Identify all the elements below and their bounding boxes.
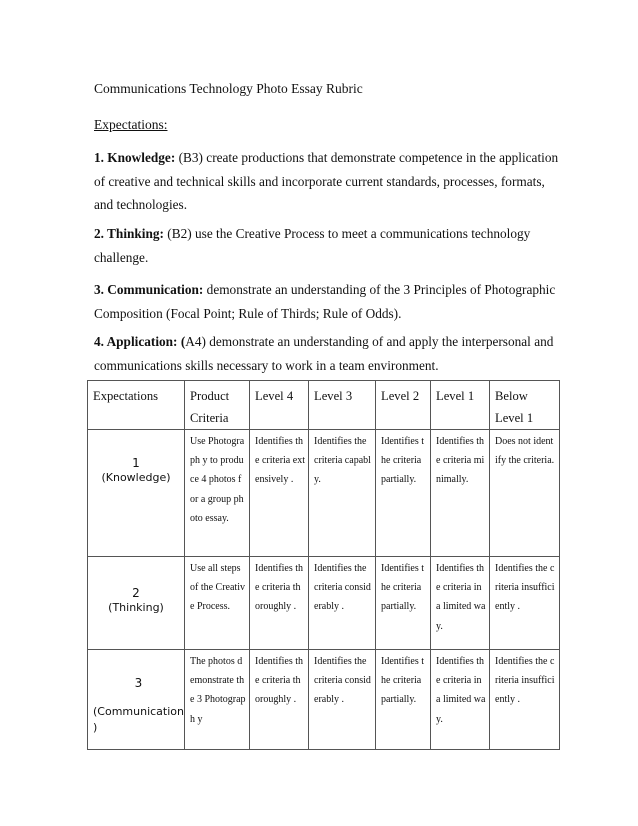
expectation-name: (Knowledge) bbox=[101, 471, 171, 484]
table-cell: The photos demonstrate the 3 Photograph y bbox=[185, 650, 250, 750]
header-cell: Level 4 bbox=[250, 381, 309, 430]
table-row bbox=[88, 430, 560, 557]
header-cell: Level 2 bbox=[376, 381, 431, 430]
table-cell: Identifies the criteria in a limited way. bbox=[431, 557, 490, 650]
expectation-communication bbox=[94, 278, 564, 325]
header-cell: Level 3 bbox=[309, 381, 376, 430]
table-row bbox=[88, 650, 560, 750]
expectation-number: 3 bbox=[134, 676, 143, 690]
expectation-name: (Communication ) bbox=[93, 705, 184, 734]
table-cell: Use Photograph y to produce 4 photos for a group photo essay. bbox=[185, 430, 250, 557]
expectation-cell bbox=[88, 430, 185, 557]
header-cell: Product Criteria bbox=[185, 381, 250, 430]
table-cell: Identifies the criteria considerably . bbox=[309, 650, 376, 750]
table-cell: Identifies the criteria partially. bbox=[376, 557, 431, 650]
table-cell: Identifies the criteria considerably . bbox=[309, 557, 376, 650]
expectation-text: A4) demonstrate an understanding of and apply the interpersonal and communications skills necessary to work in a team environment. bbox=[94, 334, 554, 373]
expectation-label: 4. Application: ( bbox=[94, 334, 186, 349]
table-header-row bbox=[88, 381, 560, 430]
expectation-cell bbox=[88, 557, 185, 650]
expectation-text: (B2) use the Creative Process to meet a communications technology challenge. bbox=[94, 226, 531, 265]
table-cell: Identifies the criteria extensively . bbox=[250, 430, 309, 557]
header-cell: Expectations bbox=[88, 381, 185, 430]
table-cell: Does not identify the criteria. bbox=[490, 430, 560, 557]
expectation-name: (Thinking) bbox=[108, 601, 164, 614]
expectation-label: 2. Thinking: bbox=[94, 226, 164, 241]
header-cell: Below Level 1 bbox=[490, 381, 560, 430]
expectation-number: 2 bbox=[132, 586, 140, 600]
table-cell: Identifies the criteria thoroughly . bbox=[250, 650, 309, 750]
table-cell: Identifies the criteria insufficiently . bbox=[490, 650, 560, 750]
document-title: Communications Technology Photo Essay Rubric bbox=[94, 81, 363, 96]
expectation-cell bbox=[88, 650, 185, 750]
expectation-text: (B3) create productions that demonstrate competence in the application of creative and technical skills and incorporate current standards, processes, formats, and technologies. bbox=[94, 150, 559, 212]
table-row bbox=[88, 557, 560, 650]
expectation-number: 1 bbox=[132, 456, 140, 470]
table-cell: Identifies the criteria minimally. bbox=[431, 430, 490, 557]
header-cell: Level 1 bbox=[431, 381, 490, 430]
expectation-label: 1. Knowledge: bbox=[94, 150, 176, 165]
table-cell: Identifies the criteria partially. bbox=[376, 430, 431, 557]
expectation-knowledge bbox=[94, 146, 564, 217]
table-cell: Identifies the criteria insufficiently . bbox=[490, 557, 560, 650]
expectation-text: demonstrate an understanding of the 3 Principles of Photographic Composition (Focal Point; Rule of Thirds; Rule of Odds). bbox=[94, 282, 556, 321]
expectation-label: 3. Communication: bbox=[94, 282, 204, 297]
table-cell: Identifies the criteria in a limited way. bbox=[431, 650, 490, 750]
table-cell: Identifies the criteria thoroughly . bbox=[250, 557, 309, 650]
rubric-table bbox=[87, 380, 560, 750]
table-cell: Identifies the criteria partially. bbox=[376, 650, 431, 750]
expectation-thinking bbox=[94, 222, 564, 269]
table-cell: Use all steps of the Creative Process. bbox=[185, 557, 250, 650]
expectations-heading: Expectations: bbox=[94, 117, 168, 132]
expectation-application bbox=[94, 330, 564, 377]
table-cell: Identifies the criteria capably. bbox=[309, 430, 376, 557]
